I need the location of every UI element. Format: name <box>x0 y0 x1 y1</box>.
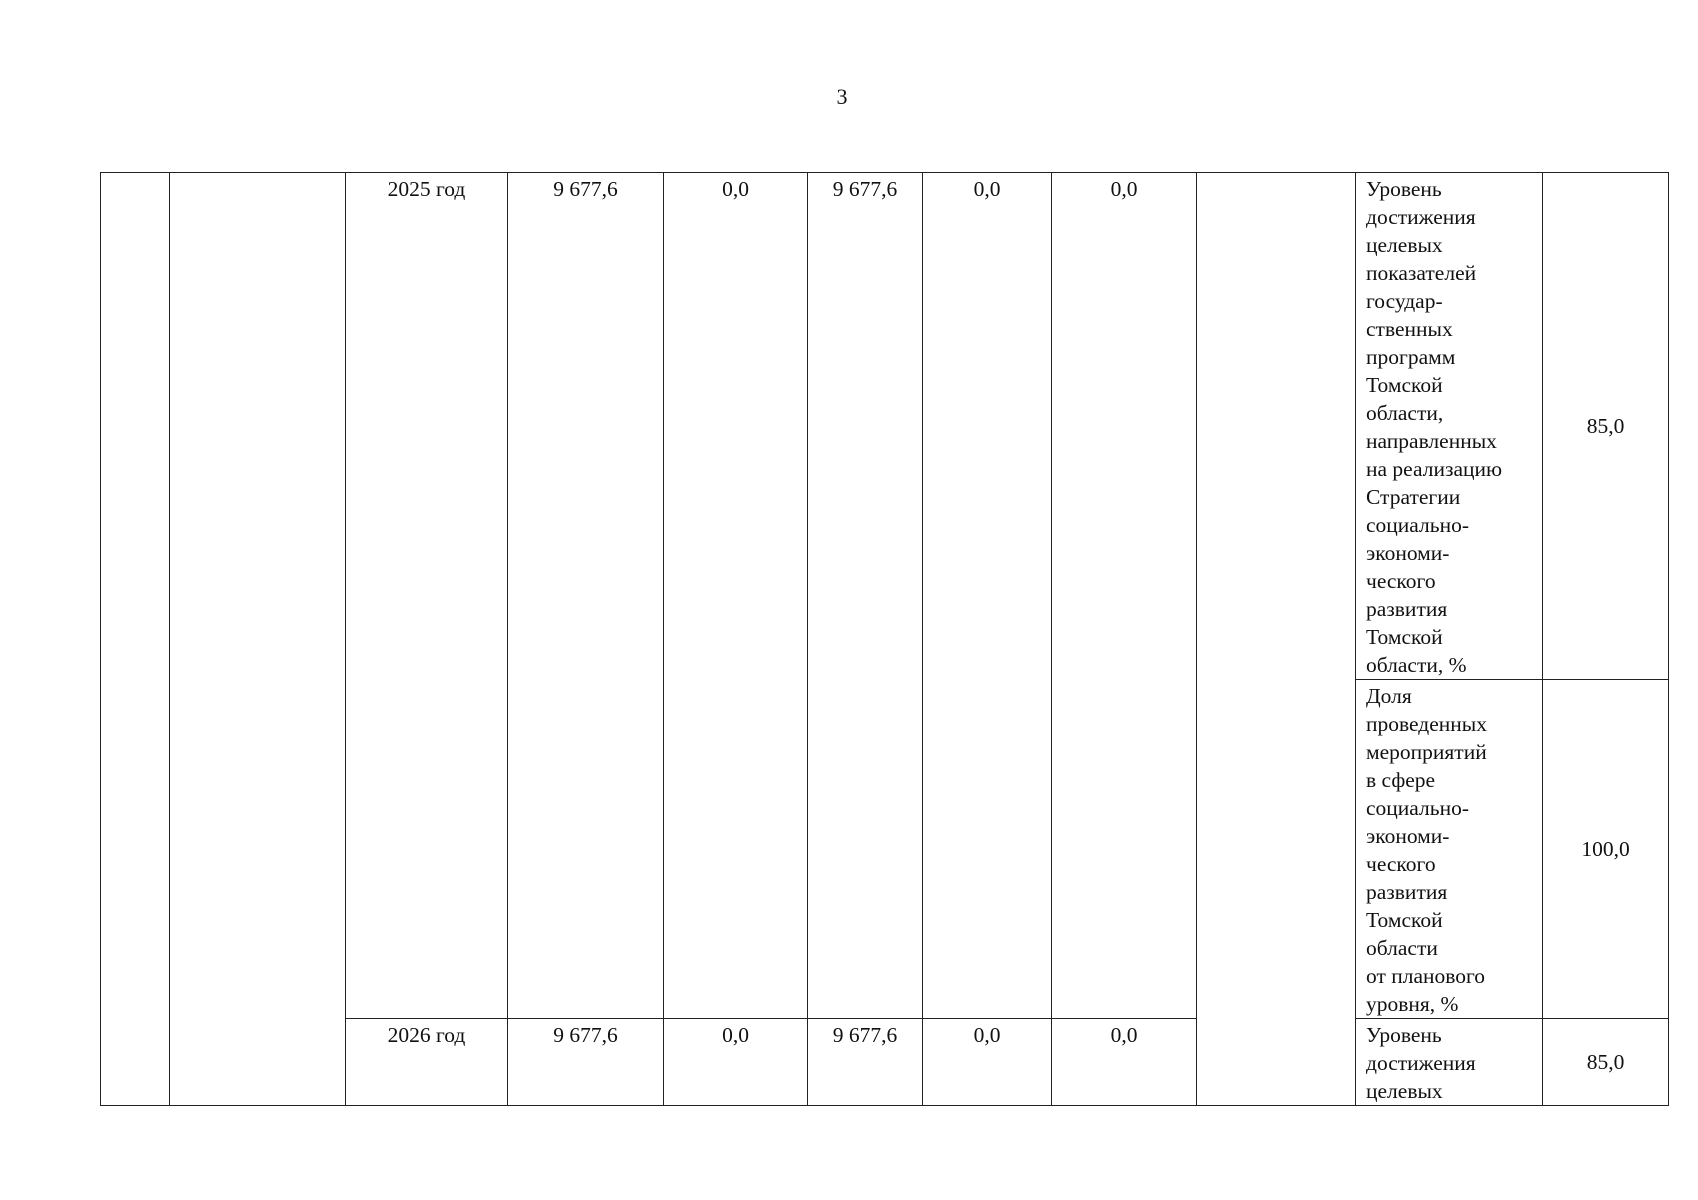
number-cell <box>101 173 170 1106</box>
local-budget-cell: 0,0 <box>923 1019 1052 1106</box>
local-budget-cell: 0,0 <box>923 173 1052 1019</box>
indicator-name-cell: Уровень достижения целевых <box>1356 1019 1543 1106</box>
budget-table <box>100 172 1669 1106</box>
executor-cell <box>1197 173 1356 1106</box>
other-sources-cell: 0,0 <box>1052 1019 1197 1106</box>
total-cell: 9 677,6 <box>508 1019 664 1106</box>
indicator-value-cell: 100,0 <box>1543 680 1669 1019</box>
indicator-value-cell: 85,0 <box>1543 173 1669 680</box>
table-row <box>101 173 1669 680</box>
indicator-value-cell: 85,0 <box>1543 1019 1669 1106</box>
year-cell: 2026 год <box>346 1019 508 1106</box>
page-number: 3 <box>836 84 848 109</box>
federal-budget-cell: 0,0 <box>664 1019 808 1106</box>
indicator-name-cell: Уровень достижения целевых показателей государ- ственных программ Томской области, направленных на реализацию Стратегии социально- экономи- ческого развития Томской области, % <box>1356 173 1543 680</box>
federal-budget-cell: 0,0 <box>664 173 808 1019</box>
regional-budget-cell: 9 677,6 <box>808 173 923 1019</box>
total-cell: 9 677,6 <box>508 173 664 1019</box>
year-cell: 2025 год <box>346 173 508 1019</box>
other-sources-cell: 0,0 <box>1052 173 1197 1019</box>
indicator-name-cell: Доля проведенных мероприятий в сфере социально- экономи- ческого развития Томской области от планового уровня, % <box>1356 680 1543 1019</box>
task-name-cell <box>170 173 346 1106</box>
regional-budget-cell: 9 677,6 <box>808 1019 923 1106</box>
